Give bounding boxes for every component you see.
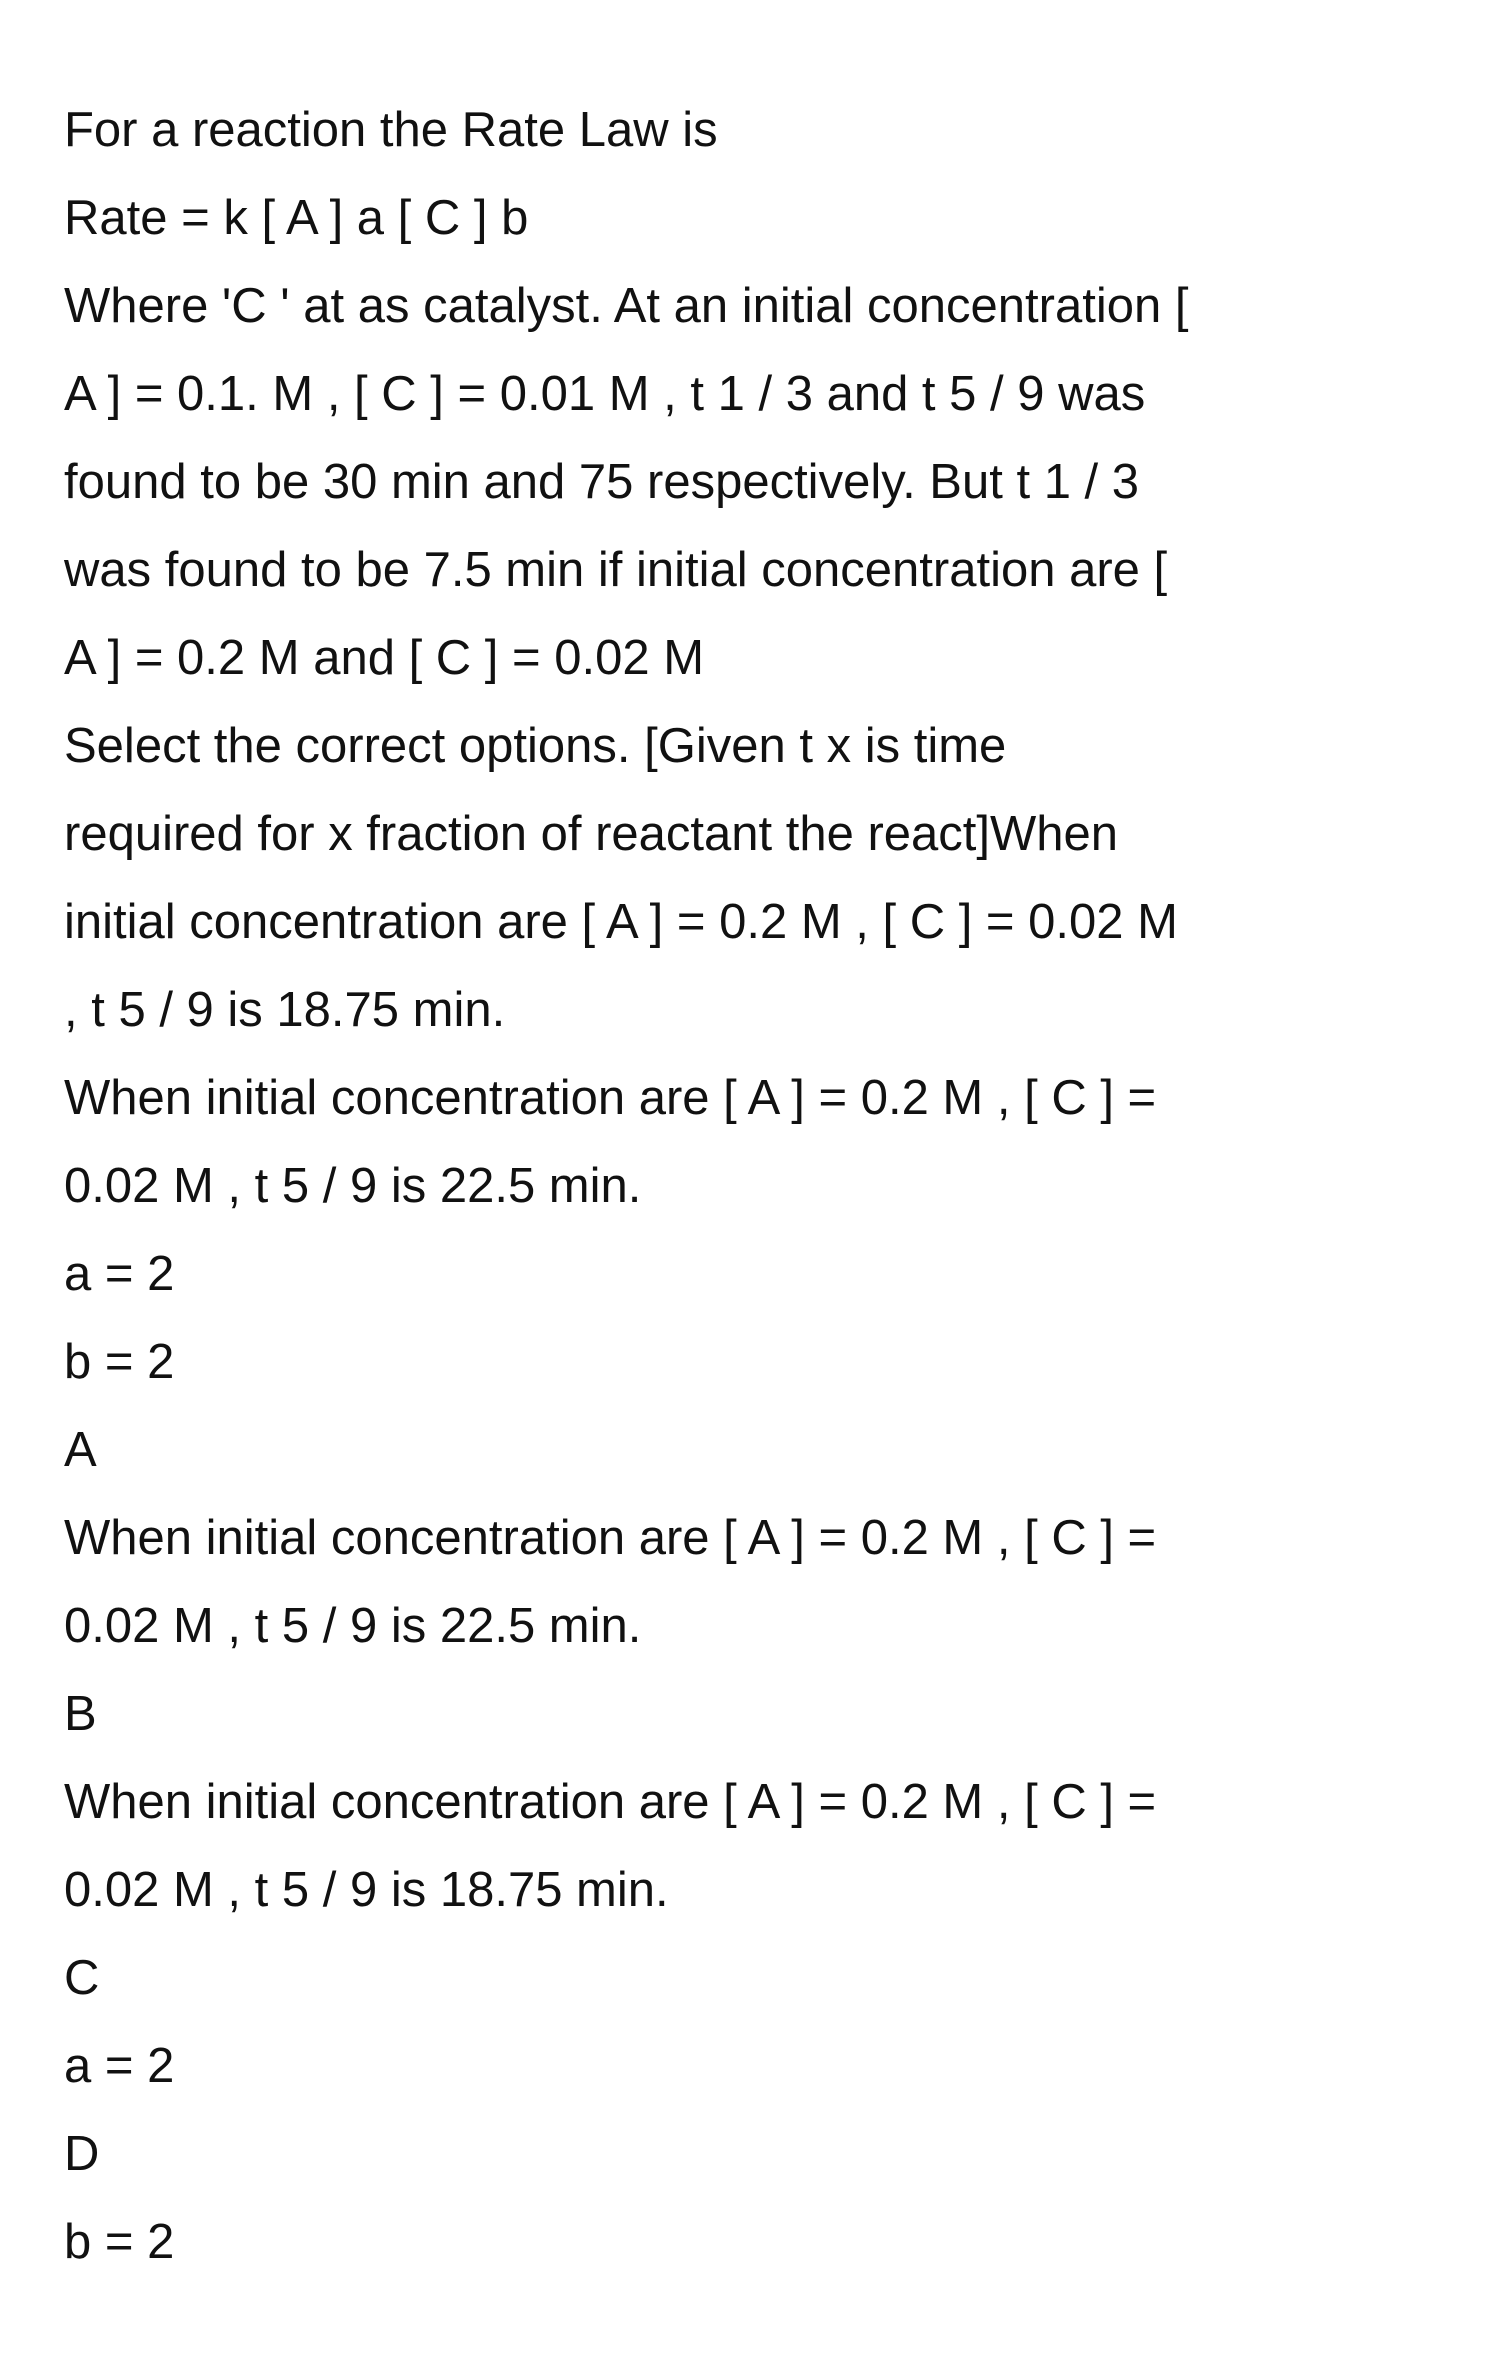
option-letter: B bbox=[64, 1687, 97, 1741]
question-line: For a reaction the Rate Law is bbox=[64, 103, 718, 157]
question-line: initial concentration are [ A ] = 0.2 M , [ C ] = 0.02 M bbox=[64, 895, 1178, 949]
option-text-line: 0.02 M , t 5 / 9 is 22.5 min. bbox=[64, 1599, 642, 1653]
question-line: b = 2 bbox=[64, 1335, 175, 1389]
option-letter: D bbox=[64, 2127, 100, 2181]
option-c[interactable] bbox=[64, 1934, 1444, 2110]
question-line: Rate = k [ A ] a [ C ] b bbox=[64, 191, 529, 245]
option-letter: A bbox=[64, 1423, 97, 1477]
question-line: When initial concentration are [ A ] = 0.2 M , [ C ] = bbox=[64, 1071, 1157, 1125]
question-line: a = 2 bbox=[64, 1247, 175, 1301]
question-line: A ] = 0.1. M , [ C ] = 0.01 M , t 1 / 3 and t 5 / 9 was bbox=[64, 367, 1146, 421]
option-text-line: When initial concentration are [ A ] = 0.2 M , [ C ] = bbox=[64, 1511, 1157, 1565]
question-line: A ] = 0.2 M and [ C ] = 0.02 M bbox=[64, 631, 705, 685]
question-line: required for x fraction of reactant the react]When bbox=[64, 807, 1119, 861]
question-line: found to be 30 min and 75 respectively. But t 1 / 3 bbox=[64, 455, 1140, 509]
option-text-line: 0.02 M , t 5 / 9 is 18.75 min. bbox=[64, 1863, 669, 1917]
option-d[interactable] bbox=[64, 2110, 1444, 2286]
option-a[interactable] bbox=[64, 1406, 1444, 1670]
question-line: 0.02 M , t 5 / 9 is 22.5 min. bbox=[64, 1159, 642, 1213]
question-line: Where 'C ' at as catalyst. At an initial concentration [ bbox=[64, 279, 1189, 333]
option-letter: C bbox=[64, 1951, 100, 2005]
question-document bbox=[64, 86, 1444, 2286]
question-line: , t 5 / 9 is 18.75 min. bbox=[64, 983, 506, 1037]
question-line: was found to be 7.5 min if initial concentration are [ bbox=[64, 543, 1168, 597]
option-text-line: When initial concentration are [ A ] = 0.2 M , [ C ] = bbox=[64, 1775, 1157, 1829]
option-text-line: b = 2 bbox=[64, 2215, 175, 2269]
question-text bbox=[64, 86, 1444, 1406]
option-text-line: a = 2 bbox=[64, 2039, 175, 2093]
question-line: Select the correct options. [Given t x is time bbox=[64, 719, 1007, 773]
option-b[interactable] bbox=[64, 1670, 1444, 1934]
